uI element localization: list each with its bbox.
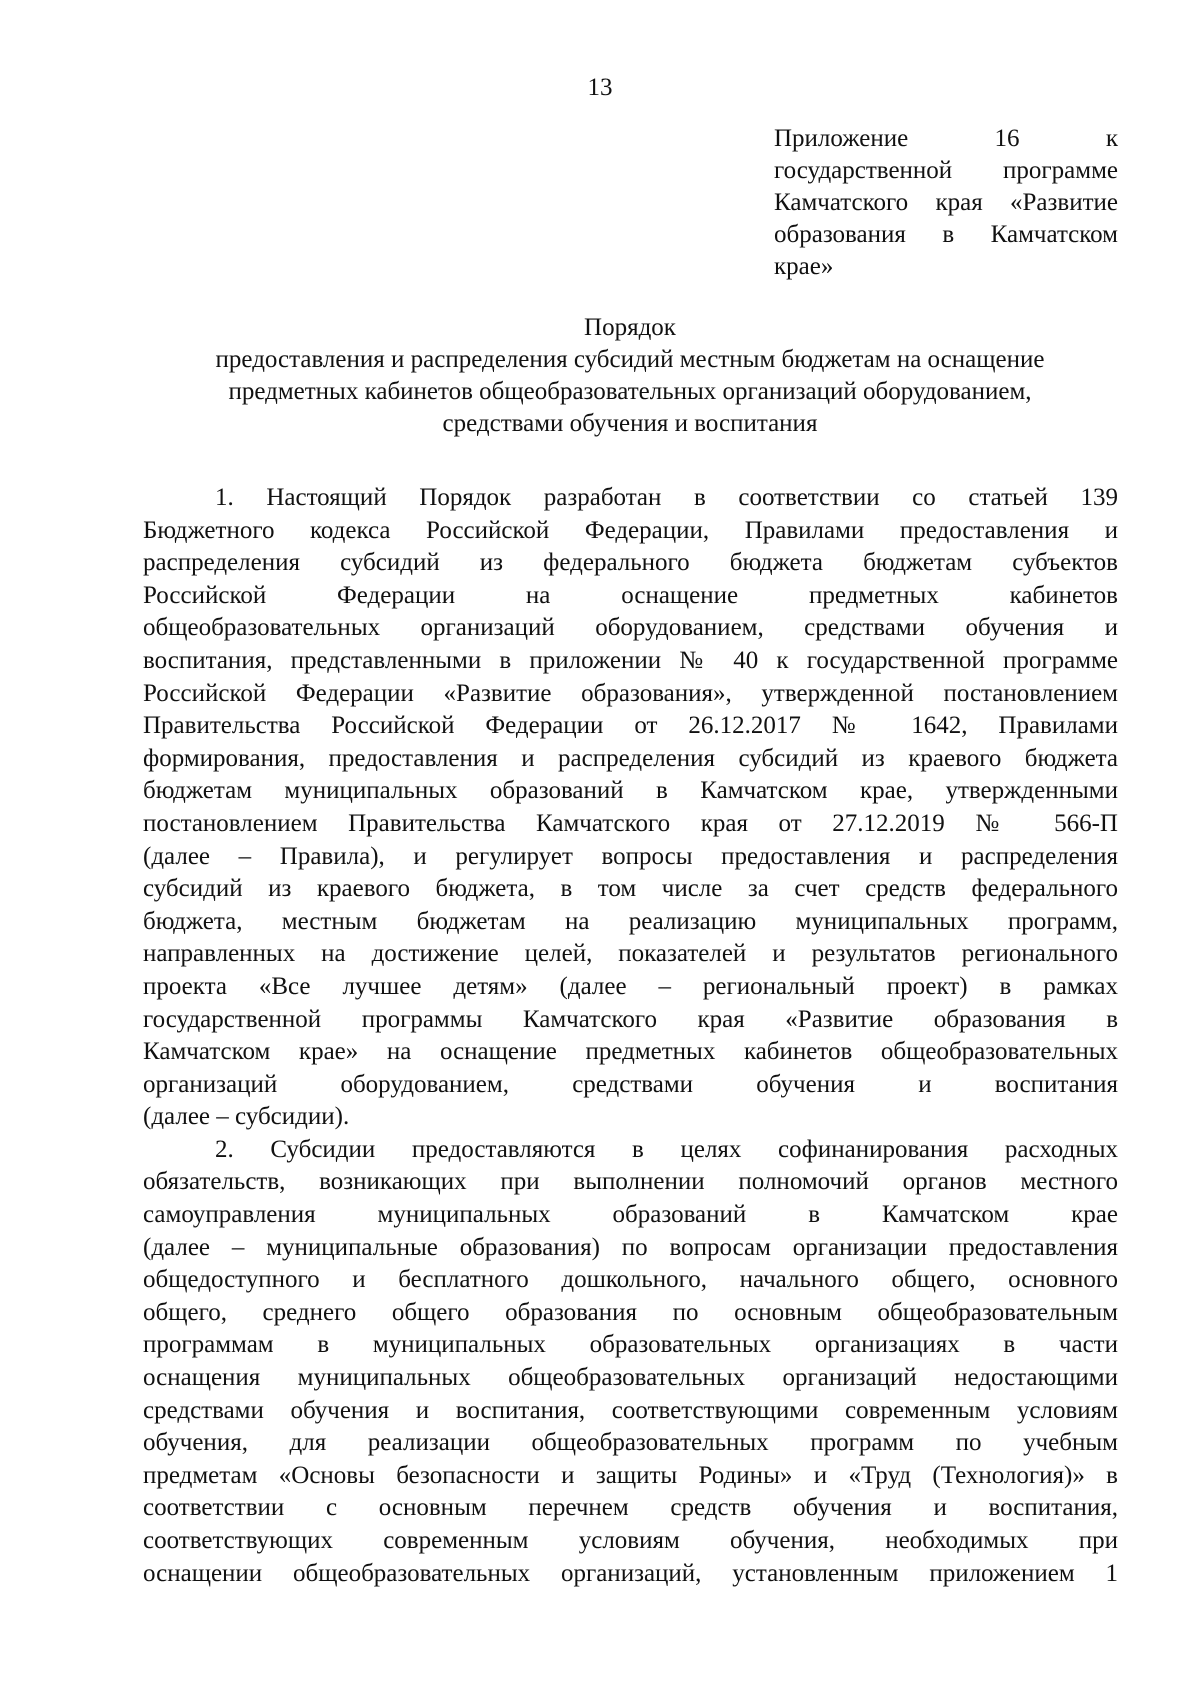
body-line: воспитания, представленными в приложении № 40 к государственной программе — [143, 646, 1118, 674]
body-line: программам в муниципальных образовательных организациях в части — [143, 1331, 1118, 1359]
body-line: бюджета, местным бюджетам на реализацию муниципальных программ, — [143, 907, 1118, 935]
body-line: постановлением Правительства Камчатского края от 27.12.2019 № 566-П — [143, 809, 1118, 837]
document-title — [140, 312, 1120, 440]
body-line: государственной программы Камчатского края «Развитие образования в — [143, 1005, 1118, 1033]
body-line: формирования, предоставления и распределения субсидий из краевого бюджета — [143, 744, 1118, 772]
body-line: соответствии с основным перечнем средств обучения и воспитания, — [143, 1494, 1118, 1522]
body-line: организаций оборудованием, средствами обучения и воспитания — [143, 1070, 1118, 1098]
body-line: общего, среднего общего образования по основным общеобразовательным — [143, 1298, 1118, 1326]
body-line: самоуправления муниципальных образований в Камчатском крае — [143, 1201, 1118, 1229]
appendix-line: образования в Камчатском — [774, 221, 1118, 248]
body-line: Правительства Российской Федерации от 26.12.2017 № 1642, Правилами — [143, 712, 1118, 740]
body-line: оснащении общеобразовательных организаций, установленным приложением 1 — [143, 1559, 1118, 1587]
body-line: (далее – муниципальные образования) по вопросам организации предоставления — [143, 1233, 1118, 1261]
body-line: обязательств, возникающих при выполнении полномочий органов местного — [143, 1168, 1118, 1196]
body-line: соответствующих современным условиям обучения, необходимых при — [143, 1527, 1118, 1554]
body-line: распределения субсидий из федерального бюджета бюджетам субъектов — [143, 549, 1118, 577]
appendix-header — [774, 123, 1118, 283]
title-line: предметных кабинетов общеобразовательных организаций оборудованием, — [228, 378, 1032, 405]
appendix-line: Камчатского края «Развитие — [774, 189, 1118, 216]
title-heading: Порядок — [584, 314, 676, 341]
body-line: общеобразовательных организаций оборудованием, средствами обучения и — [143, 614, 1118, 642]
body-line: бюджетам муниципальных образований в Камчатском крае, утвержденными — [143, 777, 1118, 805]
body-line: 1. Настоящий Порядок разработан в соответствии со статьей 139 — [215, 484, 1118, 511]
appendix-line: крае» — [774, 253, 834, 280]
document-body — [143, 482, 1118, 1590]
body-line: предметам «Основы безопасности и защиты Родины» и «Труд (Технология)» в — [143, 1461, 1118, 1489]
body-line: 2. Субсидии предоставляются в целях софинанирования расходных — [215, 1135, 1118, 1163]
body-line: проекта «Все лучшее детям» (далее – региональный проект) в рамках — [143, 972, 1118, 1000]
body-line: оснащения муниципальных общеобразовательных организаций недостающими — [143, 1364, 1118, 1392]
body-line: (далее – Правила), и регулирует вопросы предоставления и распределения — [143, 842, 1118, 870]
body-line: (далее – субсидии). — [143, 1103, 350, 1131]
body-line: Камчатском крае» на оснащение предметных кабинетов общеобразовательных — [143, 1038, 1118, 1066]
body-line: направленных на достижение целей, показателей и результатов регионального — [143, 940, 1118, 968]
page-number: 13 — [587, 74, 613, 101]
body-line: средствами обучения и воспитания, соответствующими современным условиям — [143, 1396, 1118, 1424]
title-line: средствами обучения и воспитания — [442, 410, 818, 437]
body-line: обучения, для реализации общеобразовательных программ по учебным — [143, 1429, 1118, 1457]
body-line: Бюджетного кодекса Российской Федерации, Правилами предоставления и — [143, 516, 1118, 544]
body-line: субсидий из краевого бюджета, в том числе за счет средств федерального — [143, 875, 1118, 903]
body-line: Российской Федерации на оснащение предметных кабинетов — [143, 581, 1118, 609]
body-line: Российской Федерации «Развитие образования», утвержденной постановлением — [143, 679, 1118, 707]
appendix-line: Приложение 16 к — [774, 125, 1118, 152]
appendix-line: государственной программе — [774, 157, 1118, 184]
title-line: предоставления и распределения субсидий местным бюджетам на оснащение — [215, 346, 1045, 373]
body-line: общедоступного и бесплатного дошкольного, начального общего, основного — [143, 1266, 1118, 1294]
